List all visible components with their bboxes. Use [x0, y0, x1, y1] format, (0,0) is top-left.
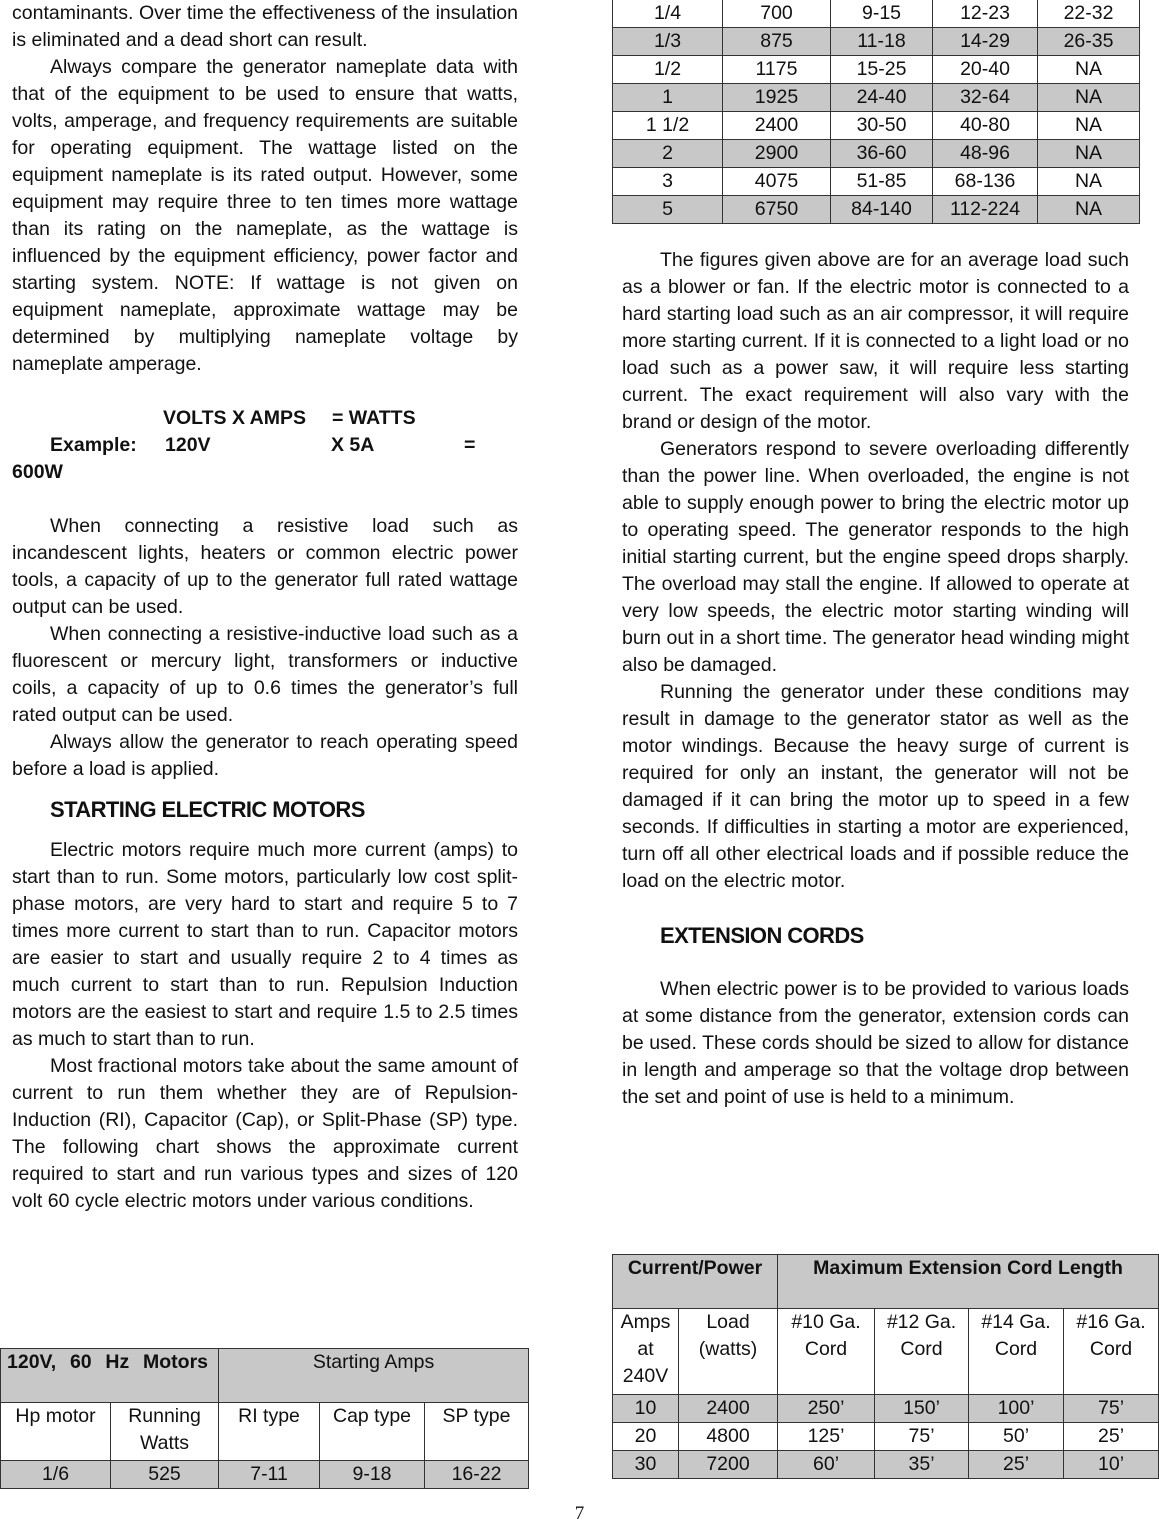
table-cell: 875	[723, 28, 831, 56]
right-column	[622, 247, 1129, 1111]
cord-subheader-16ga: #16 Ga. Cord	[1064, 1309, 1159, 1395]
cord-header-max-length: Maximum Extension Cord Length	[778, 1255, 1159, 1309]
table-cell: 35’	[875, 1451, 969, 1479]
paragraph-motors-2: Most fractional motors take about the same amount of current to run them whether they are of Repulsion-Induction (RI), Capacitor (Cap), or Split-Phase (SP) type. The following chart shows the approximate current required to start and run various types and sizes of 120 volt 60 cycle electric motors under various conditions.	[12, 1055, 518, 1212]
motor-table-head	[0, 1348, 529, 1489]
table-cell: 9-18	[320, 1461, 425, 1489]
table-cell: 10’	[1064, 1451, 1159, 1479]
paragraph-overload: Generators respond to severe overloading differently than the power line. When overloaded, the engine is not able to supply enough power to bring the electric motor up to operating speed. The generator responds to the high initial starting current, but the engine speed drops sharply. The overload may stall the engine. If allowed to operate at very low speeds, the electric motor starting winding will burn out in a short time. The generator head winding might also be damaged.	[622, 438, 1129, 676]
motor-table-starting-amps: Starting Amps	[219, 1349, 529, 1403]
left-column	[12, 0, 518, 1215]
table-row	[613, 1451, 1159, 1479]
table-cell: 6750	[723, 196, 831, 224]
cord-header-current-power: Current/Power	[613, 1255, 778, 1309]
cord-subheader-10ga: #10 Ga. Cord	[778, 1309, 875, 1395]
table-row	[613, 28, 1140, 56]
table-cell: 12-23	[933, 0, 1038, 28]
table-cell: 1/3	[613, 28, 723, 56]
paragraph-inductive: When connecting a resistive-inductive load such as a fluorescent or mercury light, transformers or inductive coils, a capacity of up to 0.6 times the generator’s full rated output can be used.	[12, 623, 518, 726]
paragraph-nameplate: Always compare the generator nameplate data with that of the equipment to be used to ensure that watts, volts, amperage, and frequency requirements are suitable for operating equipment. The wattage listed on the equipment nameplate is its rated output. However, some equipment may require three to ten times more wattage than its rating on the nameplate, as the wattage is influenced by the equipment efficiency, power factor and starting system. NOTE: If wattage is not given on equipment nameplate, approximate wattage may be determined by multiplying nameplate voltage by nameplate amperage.	[12, 56, 518, 375]
cord-subheader-load: Load (watts)	[679, 1309, 778, 1395]
table-cell: 4075	[723, 168, 831, 196]
table-cell: 5	[613, 196, 723, 224]
table-cell: NA	[1038, 140, 1140, 168]
table-cell: 75’	[1064, 1395, 1159, 1423]
paragraph-intro: contaminants. Over time the effectiveness of the insulation is eliminated and a dead short can result.	[12, 2, 518, 51]
table-cell: 25’	[969, 1451, 1064, 1479]
table-cell: NA	[1038, 168, 1140, 196]
table-cell: 2400	[723, 112, 831, 140]
formula-equals-header: = WATTS	[332, 407, 416, 429]
heading-extension-cords: EXTENSION CORDS	[660, 923, 864, 948]
table-cell: 2900	[723, 140, 831, 168]
table-cell: 40-80	[933, 112, 1038, 140]
paragraph-cords: When electric power is to be provided to various loads at some distance from the generator, extension cords can be used. These cords should be sized to allow for distance in length and amperage so that the voltage drop between the set and point of use is held to a minimum.	[622, 978, 1129, 1108]
formula-example-label: Example:	[50, 434, 137, 456]
table-cell: 2	[613, 140, 723, 168]
table-cell: 100’	[969, 1395, 1064, 1423]
extension-cord-table	[612, 1254, 1159, 1479]
header-sp-type: SP type	[425, 1403, 529, 1461]
table-cell: 250’	[778, 1395, 875, 1423]
table-cell: 1925	[723, 84, 831, 112]
header-hp-motor: Hp motor	[1, 1403, 111, 1461]
table-cell: 1	[613, 84, 723, 112]
table-row	[613, 1395, 1159, 1423]
table-cell: 4800	[679, 1423, 778, 1451]
table-cell: 2400	[679, 1395, 778, 1423]
table-row	[613, 1423, 1159, 1451]
heading-starting-motors: STARTING ELECTRIC MOTORS	[50, 797, 365, 822]
cord-subheader-12ga: #12 Ga. Cord	[875, 1309, 969, 1395]
table-cell: 3	[613, 168, 723, 196]
table-cell: 68-136	[933, 168, 1038, 196]
table-cell: 11-18	[831, 28, 933, 56]
table-row	[613, 196, 1140, 224]
table-cell: 150’	[875, 1395, 969, 1423]
table-cell: 30	[613, 1451, 679, 1479]
formula-equals: =	[464, 434, 476, 456]
page-number: 7	[574, 1503, 585, 1524]
paragraph-resistive: When connecting a resistive load such as incandescent lights, heaters or common electric power tools, a capacity of up to the generator full rated wattage output can be used.	[12, 515, 518, 618]
table-cell: 20-40	[933, 56, 1038, 84]
cord-subheader-14ga: #14 Ga. Cord	[969, 1309, 1064, 1395]
formula-header: VOLTS X AMPS	[163, 407, 307, 429]
table-cell: NA	[1038, 196, 1140, 224]
table-cell: 50’	[969, 1423, 1064, 1451]
table-row	[613, 0, 1140, 28]
formula-amps: X 5A	[331, 434, 375, 456]
table-cell: NA	[1038, 56, 1140, 84]
table-cell: 1/6	[1, 1461, 111, 1489]
table-cell: 525	[111, 1461, 219, 1489]
formula-volts: 120V	[165, 434, 211, 456]
table-cell: 51-85	[831, 168, 933, 196]
table-cell: 16-22	[425, 1461, 529, 1489]
table-cell: 1 1/2	[613, 112, 723, 140]
table-cell: 700	[723, 0, 831, 28]
paragraph-motors-1: Electric motors require much more current (amps) to start than to run. Some motors, particularly low cost split-phase motors, are very hard to start and require 5 to 7 times more current to start than to run. Capacitor motors are easier to start and usually require 2 to 4 times as much current to start than to run. Repulsion Induction motors are the easiest to start and require 1.5 to 2.5 times as much to start than to run.	[12, 839, 518, 1050]
table-cell: 7200	[679, 1451, 778, 1479]
table-cell: 1175	[723, 56, 831, 84]
table-row	[613, 112, 1140, 140]
table-cell: 125’	[778, 1423, 875, 1451]
table-cell: 7-11	[219, 1461, 320, 1489]
table-cell: 20	[613, 1423, 679, 1451]
header-cap-type: Cap type	[320, 1403, 425, 1461]
wattage-formula	[12, 405, 518, 486]
table-cell: 1/2	[613, 56, 723, 84]
cord-subheader-amps: Amps at 240V	[613, 1309, 679, 1395]
table-cell: 10	[613, 1395, 679, 1423]
table-cell: 9-15	[831, 0, 933, 28]
table-cell: 14-29	[933, 28, 1038, 56]
table-row	[613, 84, 1140, 112]
table-row	[1, 1461, 529, 1489]
table-cell: 30-50	[831, 112, 933, 140]
paragraph-speed: Always allow the generator to reach operating speed before a load is applied.	[12, 731, 518, 780]
table-row	[613, 168, 1140, 196]
table-cell: 48-96	[933, 140, 1038, 168]
paragraph-figures: The figures given above are for an average load such as a blower or fan. If the electric motor is connected to a hard starting load such as an air compressor, it will require more starting current. If it is connected to a light load or no load such as a power saw, it will require less starting current. The exact requirement will also vary with the brand or design of the motor.	[622, 249, 1129, 433]
table-cell: 24-40	[831, 84, 933, 112]
table-row	[613, 56, 1140, 84]
table-cell: 75’	[875, 1423, 969, 1451]
table-cell: 60’	[778, 1451, 875, 1479]
header-running-watts: Running Watts	[111, 1403, 219, 1461]
table-cell: 1/4	[613, 0, 723, 28]
table-cell: 26-35	[1038, 28, 1140, 56]
motor-table-continued	[612, 0, 1140, 224]
table-cell: 32-64	[933, 84, 1038, 112]
header-ri-type: RI type	[219, 1403, 320, 1461]
table-cell: NA	[1038, 112, 1140, 140]
motor-table-title: 120V, 60 Hz Motors	[1, 1349, 219, 1403]
table-cell: 84-140	[831, 196, 933, 224]
paragraph-damage: Running the generator under these conditions may result in damage to the generator stator as well as the motor windings. Because the heavy surge of current is required for only an instant, the generator will not be damaged if it can bring the motor up to speed in a few seconds. If difficulties in starting a motor are experienced, turn off all other electrical loads and if possible reduce the load on the electric motor.	[622, 681, 1129, 892]
table-cell: 22-32	[1038, 0, 1140, 28]
table-cell: NA	[1038, 84, 1140, 112]
table-cell: 15-25	[831, 56, 933, 84]
table-cell: 112-224	[933, 196, 1038, 224]
formula-result: 600W	[12, 461, 63, 483]
table-row	[613, 140, 1140, 168]
table-cell: 25’	[1064, 1423, 1159, 1451]
table-cell: 36-60	[831, 140, 933, 168]
